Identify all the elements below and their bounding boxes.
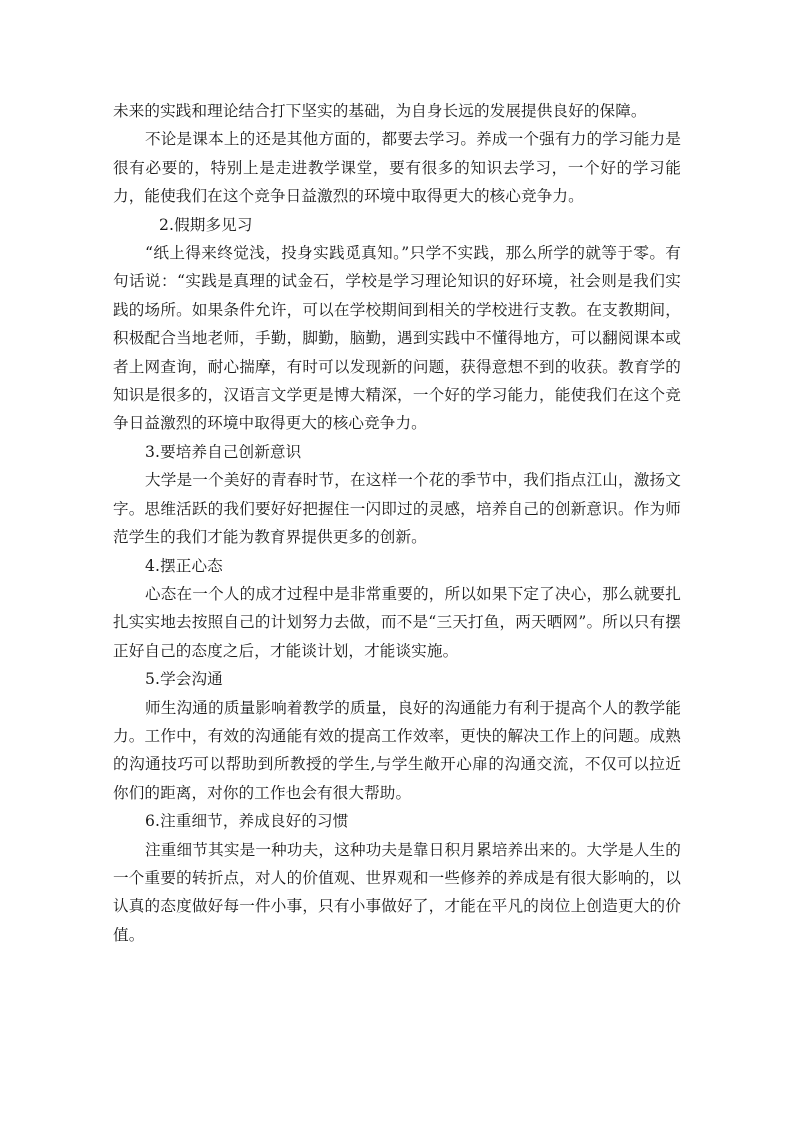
section-heading-2: 2.假期多见习: [159, 215, 253, 234]
paragraph: 不论是课本上的还是其他方面的，都要去学习。养成一个强有力的学习能力是很有必要的，特别上是走进教学课堂，要有很多的知识去学习，一个好的学习能力，能使我们在这个竞争日益激烈的环境中取得更大的核心竞争力。: [113, 130, 681, 206]
paragraph: “纸上得来终觉浅，投身实践觅真知。”只学不实践，那么所学的就等于零。有句话说：“实践是真理的试金石，学校是学习理论知识的好环境，社会则是我们实践的场所。如果条件允许，可以在学校期间到相关的学校进行支教。在支教期间，积极配合当地老师，手勤，脚勤，脑勤，遇到实践中不懂得地方，可以翻阅课本或者上网查询，耐心揣摩，有时可以发现新的问题，获得意想不到的收获。教育学的知识是很多的，汉语言文学更是博大精深，一个好的学习能力，能使我们在这个竞争日益激烈的环境中取得更大的核心竞争力。: [113, 244, 681, 433]
paragraph: 大学是一个美好的青春时节，在这样一个花的季节中，我们指点江山，激扬文字。思维活跃的我们要好好把握住一闪即过的灵感，培养自己的创新意识。作为师范学生的我们才能为教育界提供更多的创新。: [113, 471, 681, 547]
document-body: [113, 97, 681, 949]
paragraph: 师生沟通的质量影响着教学的质量，良好的沟通能力有利于提高个人的教学能力。工作中，有效的沟通能有效的提高工作效率，更快的解决工作上的问题。成熟的沟通技巧可以帮助到所教授的学生,与学生敞开心扉的沟通交流，不仅可以拉近你们的距离，对你的工作也会有很大帮助。: [113, 698, 681, 802]
section-heading-3: 3.要培养自己创新意识: [145, 442, 302, 461]
paragraph-continuation: 未来的实践和理论结合打下坚实的基础，为自身长远的发展提供良好的保障。: [113, 102, 647, 120]
section-heading-5: 5.学会沟通: [145, 670, 223, 689]
section-heading-6: 6.注重细节，养成良好的习惯: [145, 812, 349, 831]
paragraph: 注重细节其实是一种功夫，这种功夫是靠日积月累培养出来的。大学是人生的一个重要的转折点，对人的价值观、世界观和一些修养的养成是有很大影响的，以认真的态度做好每一件小事，只有小事做好了，才能在平凡的岗位上创造更大的价值。: [113, 840, 681, 944]
paragraph: 心态在一个人的成才过程中是非常重要的，所以如果下定了决心，那么就要扎扎实实地去按照自己的计划努力去做，而不是“三天打鱼，两天晒网”。所以只有摆正好自己的态度之后，才能谈计划，才能谈实施。: [113, 584, 681, 660]
section-heading-4: 4.摆正心态: [145, 556, 223, 575]
